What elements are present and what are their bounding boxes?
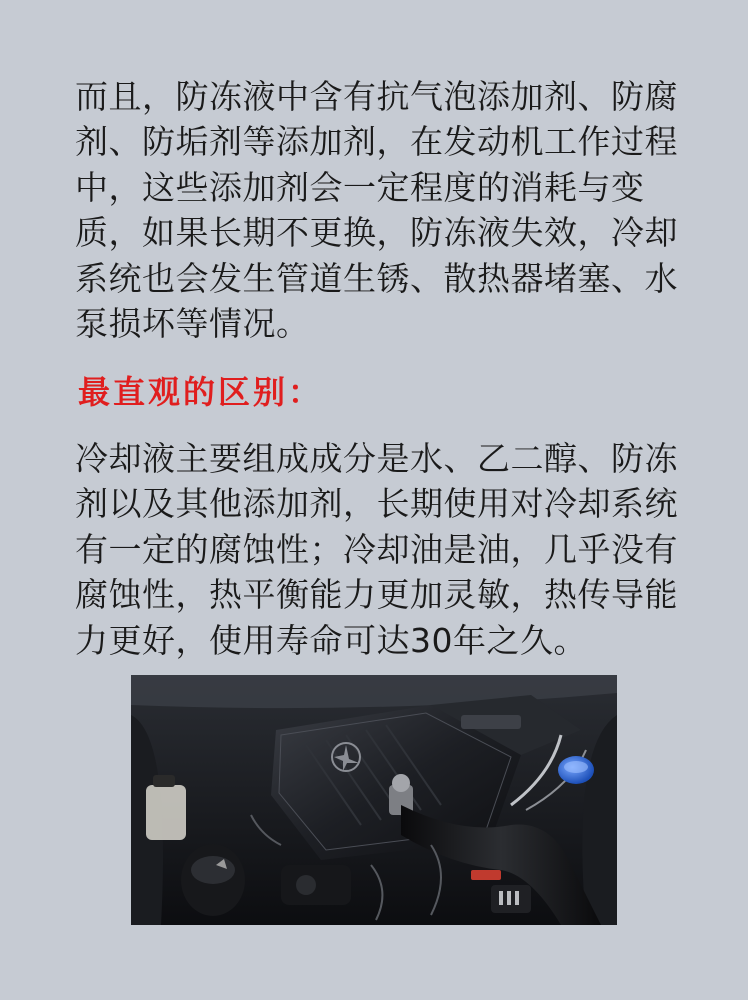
section-heading: 最直观的区别：: [78, 373, 324, 411]
paragraph-line: 系统也会发生管道生锈、散热器堵塞、水: [75, 258, 678, 298]
paragraph-line: 质，如果长期不更换，防冻液失效，冷却: [75, 213, 678, 253]
paragraph-line: 剂以及其他添加剂，长期使用对冷却系统: [75, 484, 678, 524]
paragraph-line: 中，这些添加剂会一定程度的消耗与变: [75, 167, 645, 207]
paragraph-line: 剂、防垢剂等添加剂，在发动机工作过程: [75, 122, 678, 162]
intro-paragraph: [75, 74, 678, 346]
paragraph-line: 力更好，使用寿命可达30年之久。: [75, 620, 587, 660]
paragraph-line: 有一定的腐蚀性；冷却油是油，几乎没有: [75, 529, 678, 569]
comparison-paragraph: [75, 436, 678, 663]
engine-bay-photo: [131, 675, 617, 925]
paragraph-line: 泵损坏等情况。: [75, 304, 310, 344]
paragraph-line: 腐蚀性，热平衡能力更加灵敏，热传导能: [75, 575, 678, 615]
engine-illustration: [131, 675, 617, 925]
paragraph-line: 而且，防冻液中含有抗气泡添加剂、防腐: [75, 77, 678, 116]
paragraph-line: 冷却液主要组成成分是水、乙二醇、防冻: [75, 439, 678, 478]
